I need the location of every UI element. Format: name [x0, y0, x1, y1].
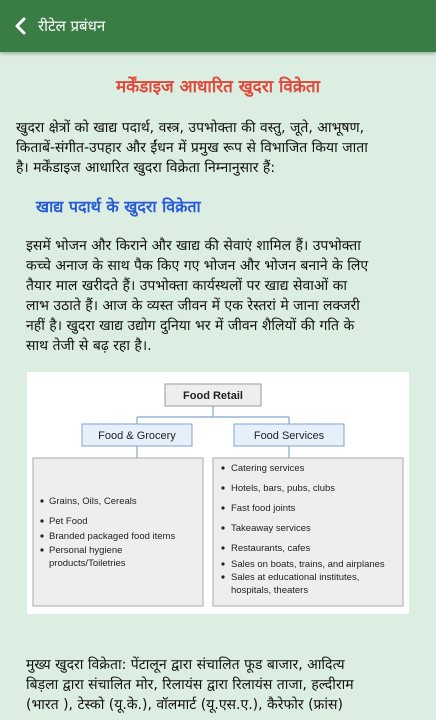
left-item: Pet Food: [49, 516, 88, 527]
right-item: Restaurants, cafes: [231, 543, 311, 554]
food-paragraph: [26, 236, 426, 356]
bottom-line: मुख्य खुदरा विक्रेता: पेंटालून द्वारा संचालित फूड बाजार, आदित्य: [26, 657, 345, 673]
food-line: तैयार माल खरीदते हैं। उपभोक्ता कार्यस्थलों पर खाद्य सेवाओं का: [26, 278, 348, 294]
root-label: Food Retail: [183, 390, 243, 402]
food-line: नहीं है। खुदरा खाद्य उद्योग दुनिया भर में जीवन शैलियों की गति के: [26, 318, 355, 334]
food-line: साथ तेजी से बढ़ रहा है।.: [26, 338, 152, 354]
right-item: Catering services: [231, 463, 305, 474]
right-item: Sales on boats, trains, and airplanes: [231, 559, 385, 570]
app-bar: [0, 0, 436, 52]
bottom-line: (भारत ), टेस्को (यू.के.), वॉलमार्ट (यू.एस.ए.), कैरेफोर (फ्रांस): [26, 697, 343, 713]
right-item: Takeaway services: [231, 523, 311, 534]
right-item: hospitals, theaters: [231, 585, 309, 596]
food-services-label: Food Services: [253, 430, 325, 442]
right-item: Hotels, bars, pubs, clubs: [231, 483, 336, 494]
app-title: रीटेल प्रबंधन: [38, 17, 106, 35]
intro-line: किताबें-संगीत-उपहार और ईंधन में प्रमुख रूप से विभाजित किया जाता: [16, 140, 368, 156]
left-item: products/Toiletries: [49, 558, 126, 569]
food-grocery-label: Food & Grocery: [98, 430, 176, 442]
subheading: खाद्य पदार्थ के खुदरा विक्रेता: [36, 197, 201, 216]
left-item: Grains, Oils, Cereals: [49, 496, 137, 507]
right-item: Fast food joints: [231, 503, 296, 514]
intro-line: खुदरा क्षेत्रों को खाद्य पदार्थ, वस्त्र, उपभोक्ता की वस्तु, जूते, आभूषण,: [16, 120, 365, 136]
chevron-left-icon[interactable]: [8, 13, 34, 39]
food-line: लाभ उठाते हैं। आज के व्यस्त जीवन में एक रेस्तरां मे जाना लक्जरी: [26, 298, 360, 314]
food-retail-diagram: [27, 372, 409, 614]
food-line: कच्चे अनाज के साथ पैक किए गए भोजन और भोजन बनाने के लिए: [26, 258, 369, 274]
section-title: मर्केंडाइज आधारित खुदरा विक्रेता: [115, 77, 320, 97]
left-item: Branded packaged food items: [49, 531, 176, 542]
food-line: इसमें भोजन और किराने और खाद्य की सेवाएं शामिल हैं। उपभोक्ता: [26, 238, 361, 254]
intro-line: है। मर्केंडाइज आधारित खुदरा विक्रेता निम्नानुसार हैं:: [16, 160, 276, 176]
left-item: Personal hygiene: [49, 545, 123, 556]
right-item: Sales at educational institutes,: [231, 572, 360, 583]
intro-paragraph: [16, 118, 426, 178]
bottom-line: बिड़ला द्वारा संचालित मोर, रिलायंस द्वारा रिलायंस ताजा, हल्दीराम: [26, 677, 354, 693]
bottom-paragraph: [26, 655, 430, 715]
